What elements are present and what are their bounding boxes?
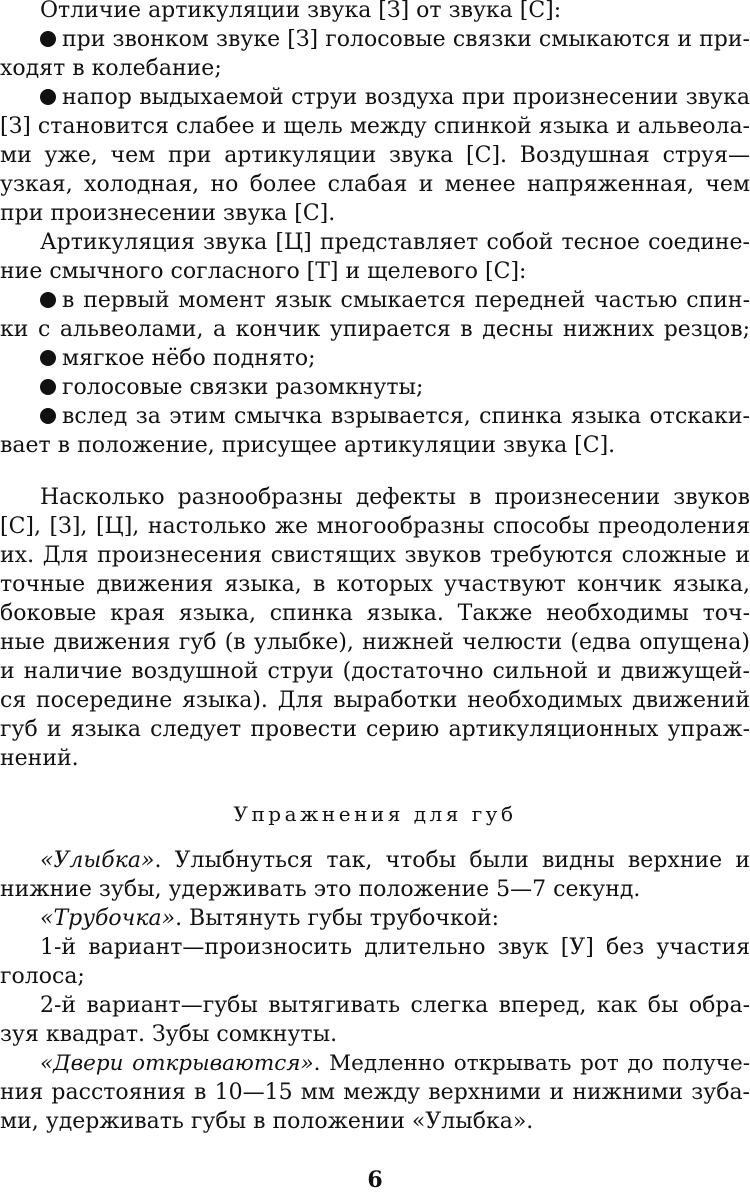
text-line: Артикуляция звука [Ц] представляет собой тесное соедине- xyxy=(40,230,750,255)
text-line: голоса; xyxy=(0,964,85,989)
bullet-line: мягкое нёбо поднято; xyxy=(0,344,750,373)
section-heading: Упражнения для губ xyxy=(233,802,517,826)
text-line: зуя квадрат. Зубы сомкнуты. xyxy=(0,1022,338,1047)
text-line: вает в положение, присущее артикуляции звука [С]. xyxy=(0,433,616,458)
exercise-title: «Трубочка» xyxy=(40,906,176,931)
text-line: ки с альвеолами, а кончик упирается в десны нижних резцов; xyxy=(0,317,750,342)
exercise-title: «Улыбка» xyxy=(40,848,155,873)
bullet-line: вслед за этим смычка взрывается, спинка языка отскаки- xyxy=(0,402,750,431)
bullet-icon xyxy=(40,350,56,366)
text-line: 1-й вариант—произносить длительно звук [У] без участия xyxy=(40,935,750,960)
text-line: губ и языка следует провести серию артикуляционных упраж- xyxy=(0,717,750,742)
text-line: [С], [З], [Ц], настолько же многообразны способы преодоления xyxy=(0,514,750,539)
text-line: ния расстояния в 10—15 мм между верхними и нижними зуба- xyxy=(0,1080,750,1105)
bullet-line: напор выдыхаемой струи воздуха при произнесении звука xyxy=(0,83,750,112)
text-line: при произнесении звука [С]. xyxy=(0,201,336,226)
text-line: Отличие артикуляции звука [З] от звука [С]: xyxy=(40,0,562,23)
text-line: [З] становится слабее и щель между спинкой языка и альвеола- xyxy=(0,114,750,139)
bullet-icon xyxy=(40,31,56,47)
exercise-line: «Улыбка». Улыбнуться так, чтобы были видны верхние и xyxy=(40,848,750,873)
text-line: ходят в колебание; xyxy=(0,56,222,81)
text-line: 2-й вариант—губы вытягивать слегка вперед, как бы обра- xyxy=(40,993,750,1018)
text-line: ние смычного согласного [Т] и щелевого [С]: xyxy=(0,259,527,284)
text-line: боковые края языка, спинка языка. Также необходимы точ- xyxy=(0,601,750,626)
bullet-icon xyxy=(40,379,56,395)
bullet-icon xyxy=(40,89,56,105)
text-line: Насколько разнообразны дефекты в произнесении звуков xyxy=(40,485,750,510)
text-line: узкая, холодная, но более слабая и менее напряженная, чем xyxy=(0,172,750,197)
bullet-icon xyxy=(40,292,56,308)
text-line: нижние зубы, удерживать это положение 5—7 секунд. xyxy=(0,877,641,902)
text-line: ные движения губ (в улыбке), нижней челюсти (едва опущена) xyxy=(0,630,750,655)
bullet-line: при звонком звуке [З] голосовые связки смыкаются и при- xyxy=(0,25,750,54)
exercise-title: «Двери открываются» xyxy=(40,1051,314,1076)
exercise-line: «Двери открываются». Медленно открывать рот до получе- xyxy=(40,1051,750,1076)
page-number: 6 xyxy=(367,1167,383,1193)
text-line: ми уже, чем при артикуляции звука [С]. Воздушная струя— xyxy=(0,143,750,168)
bullet-icon xyxy=(40,408,56,424)
text-line: ся посередине языка). Для выработки необходимых движений xyxy=(0,688,750,713)
text-line: нений. xyxy=(0,746,79,771)
text-line: точные движения языка, в которых участвуют кончик языка, xyxy=(0,572,750,597)
text-line: ми, удерживать губы в положении «Улыбка». xyxy=(0,1109,534,1134)
text-line: и наличие воздушной струи (достаточно сильной и движущей- xyxy=(0,659,750,684)
bullet-line: в первый момент язык смыкается передней частью спин- xyxy=(0,286,750,315)
text-line: их. Для произнесения свистящих звуков требуются сложные и xyxy=(0,543,750,568)
exercise-line: «Трубочка». Вытянуть губы трубочкой: xyxy=(40,906,500,931)
bullet-line: голосовые связки разомкнуты; xyxy=(0,373,750,402)
